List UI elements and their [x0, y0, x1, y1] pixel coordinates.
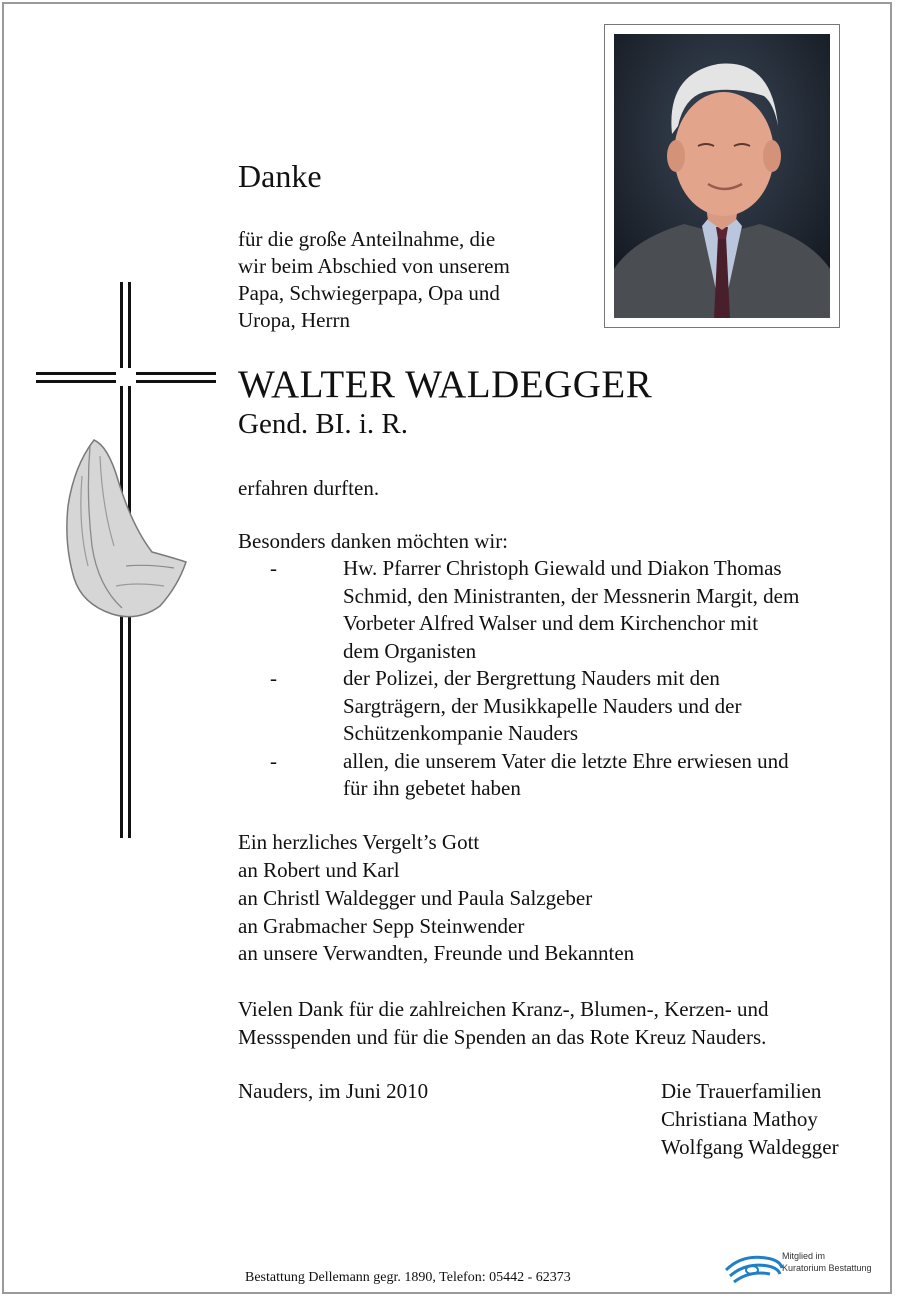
- logo-line: Kuratorium Bestattung: [782, 1263, 872, 1273]
- experienced-text: erfahren durften.: [238, 476, 380, 500]
- list-item-line: Vorbeter Alfred Walser und dem Kirchenchor mit: [343, 611, 759, 635]
- donation-line: Messspenden und für die Spenden an das Rote Kreuz Nauders.: [238, 1025, 767, 1049]
- list-item: [238, 665, 878, 748]
- gratitude-line: Ein herzliches Vergelt’s Gott: [238, 830, 480, 854]
- signer-line: Christiana Mathoy: [661, 1107, 818, 1131]
- list-item-line: der Polizei, der Bergrettung Nauders mit den: [343, 666, 720, 690]
- deceased-title: Gend. BI. i. R.: [238, 408, 408, 440]
- signers-block: [661, 1077, 839, 1161]
- list-dash: -: [270, 748, 277, 773]
- list-item: [238, 748, 878, 803]
- gratitude-line: an unsere Verwandten, Freunde und Bekannten: [238, 941, 635, 965]
- list-item-line: allen, die unserem Vater die letzte Ehre erwiesen und: [343, 748, 789, 773]
- place-date: Nauders, im Juni 2010: [238, 1079, 429, 1103]
- thanks-list: [238, 555, 878, 803]
- footer-text: Bestattung Dellemann gegr. 1890, Telefon: 05442 - 62373: [245, 1270, 571, 1285]
- praying-hands-icon: [56, 436, 190, 622]
- heading-danke: Danke: [238, 158, 322, 194]
- donation-line: Vielen Dank für die zahlreichen Kranz-, Blumen-, Kerzen- und: [238, 997, 769, 1021]
- list-item-line: dem Organisten: [343, 638, 477, 663]
- list-item-line: Sargträgern, der Musikkapelle Nauders und der: [343, 693, 742, 718]
- intro-line: für die große Anteilnahme, die: [238, 227, 496, 251]
- gratitude-line: an Robert und Karl: [238, 858, 400, 882]
- list-item-line: Schmid, den Ministranten, der Messnerin Margit, dem: [343, 583, 800, 608]
- gratitude-line: an Grabmacher Sepp Steinwender: [238, 914, 525, 938]
- intro-line: wir beim Abschied von unserem: [238, 254, 510, 278]
- list-item-line: Hw. Pfarrer Christoph Giewald und Diakon Thomas: [343, 556, 782, 580]
- kuratorium-logo: [722, 1248, 872, 1288]
- list-dash: -: [270, 666, 277, 690]
- list-item-line: Schützenkompanie Nauders: [343, 721, 579, 745]
- portrait-photo: [604, 24, 840, 328]
- intro-line: Papa, Schwiegerpapa, Opa und: [238, 281, 500, 305]
- deceased-name: WALTER WALDEGGER: [238, 363, 653, 406]
- list-dash: -: [270, 556, 277, 580]
- kuratorium-logo-icon: [722, 1248, 786, 1286]
- logo-line: Mitglied im: [782, 1251, 826, 1261]
- thanks-heading: Besonders danken möchten wir:: [238, 529, 509, 553]
- intro-line: Uropa, Herrn: [238, 308, 350, 332]
- gratitude-line: an Christl Waldegger und Paula Salzgeber: [238, 886, 593, 910]
- list-item-line: für ihn gebetet haben: [343, 776, 521, 800]
- portrait-image: [614, 34, 830, 318]
- signer-line: Wolfgang Waldegger: [661, 1135, 839, 1159]
- signer-line: Die Trauerfamilien: [661, 1079, 822, 1103]
- list-item: [238, 555, 878, 665]
